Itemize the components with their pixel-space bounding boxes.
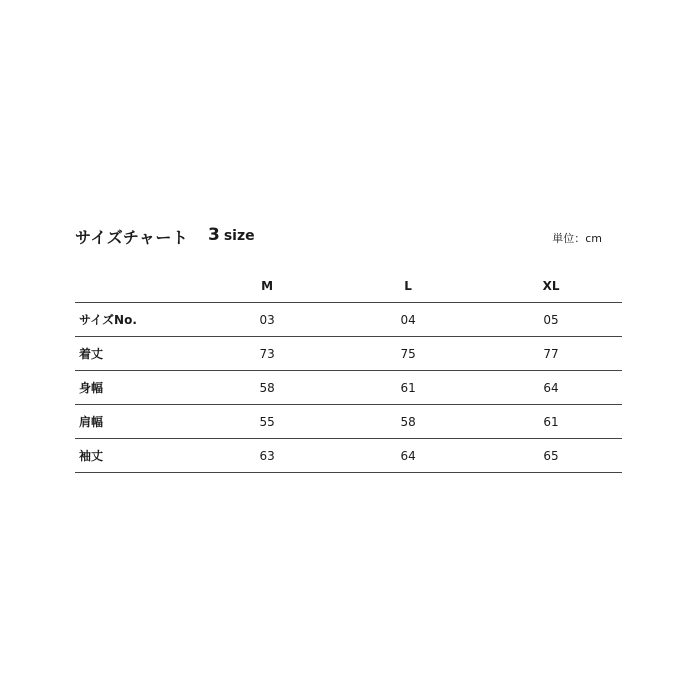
cell-value: 63 (198, 439, 336, 473)
cell-value: 58 (336, 405, 480, 439)
table-header-row (75, 269, 622, 303)
size-count (208, 225, 255, 245)
cell-value: 64 (480, 371, 622, 405)
table-row (75, 439, 622, 473)
cell-value: 64 (336, 439, 480, 473)
row-label: 肩幅 (75, 405, 198, 439)
size-count-word: size (223, 228, 255, 244)
column-header-blank (75, 269, 198, 303)
size-table (75, 269, 622, 473)
column-header-xl: XL (480, 269, 622, 303)
cell-value: 75 (336, 337, 480, 371)
page-title: サイズチャート (75, 228, 189, 247)
size-count-number: 3 (208, 225, 220, 245)
chart-header (75, 225, 602, 249)
table-row (75, 371, 622, 405)
cell-value: 61 (480, 405, 622, 439)
column-header-l: L (336, 269, 480, 303)
cell-value: 58 (198, 371, 336, 405)
cell-value: 73 (198, 337, 336, 371)
table-row (75, 303, 622, 337)
row-label: 袖丈 (75, 439, 198, 473)
unit-label: 単位：cm (552, 232, 602, 245)
cell-value: 77 (480, 337, 622, 371)
row-label: 着丈 (75, 337, 198, 371)
cell-value: 61 (336, 371, 480, 405)
table-row (75, 405, 622, 439)
table-row (75, 337, 622, 371)
column-header-m: M (198, 269, 336, 303)
cell-value: 05 (480, 303, 622, 337)
cell-value: 65 (480, 439, 622, 473)
row-label: サイズNo. (75, 303, 198, 337)
cell-value: 04 (336, 303, 480, 337)
cell-value: 55 (198, 405, 336, 439)
cell-value: 03 (198, 303, 336, 337)
row-label: 身幅 (75, 371, 198, 405)
